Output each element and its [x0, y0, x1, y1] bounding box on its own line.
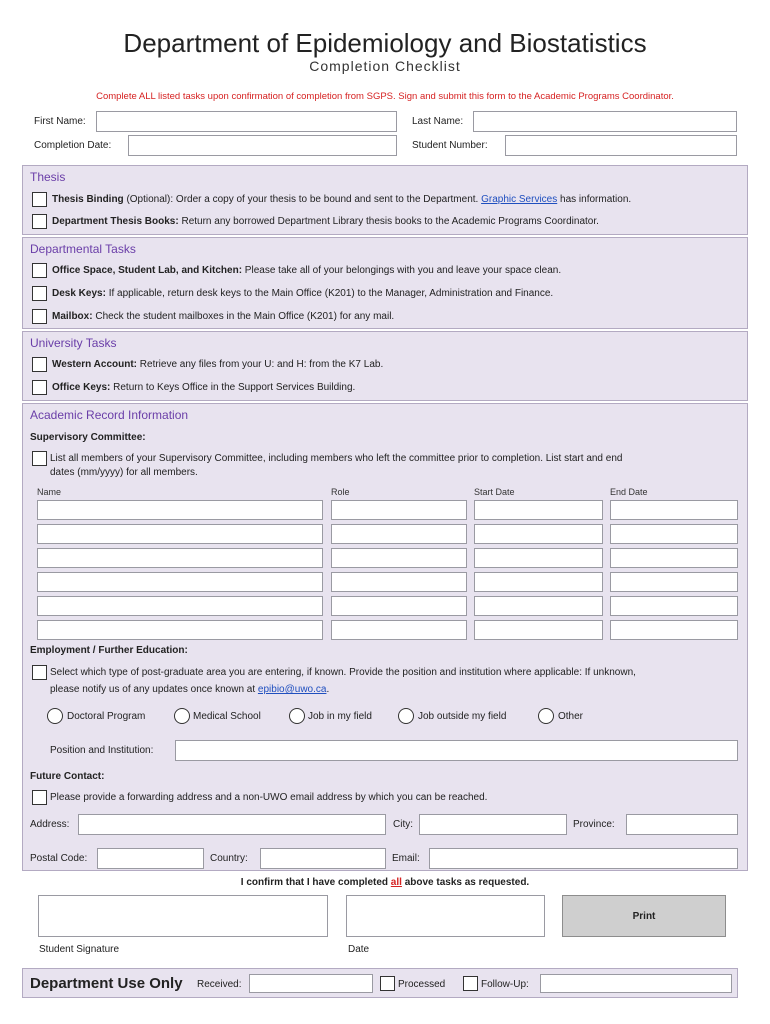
last-name-field[interactable] [473, 111, 737, 132]
employment-text-1: Select which type of post-graduate area you are entering, if known. Provide the position and institution where applicable: If unknown, [50, 667, 636, 678]
radio-other[interactable] [538, 708, 554, 724]
completion-date-label: Completion Date: [34, 140, 112, 151]
thesis-books-text: Department Thesis Books: Return any borrowed Department Library thesis books to the Academic Programs Coordinator. [52, 216, 599, 227]
graphic-services-link[interactable]: Graphic Services [481, 194, 558, 205]
processed-label: Processed [398, 979, 446, 990]
last-name-label: Last Name: [412, 116, 464, 127]
departmental-section-title: Departmental Tasks [30, 242, 136, 256]
committee-start-cell[interactable] [474, 620, 603, 640]
committee-end-cell[interactable] [610, 572, 738, 592]
epibio-email-link[interactable]: epibio@uwo.ca [257, 684, 327, 695]
office-keys-checkbox[interactable] [32, 380, 47, 395]
future-contact-text: Please provide a forwarding address and a non-UWO email address by which you can be reached. [50, 792, 488, 803]
follow-up-field[interactable] [540, 974, 732, 993]
committee-name-cell[interactable] [37, 500, 323, 520]
postal-code-label: Postal Code: [30, 853, 88, 864]
mailbox-text: Mailbox: Check the student mailboxes in the Main Office (K201) for any mail. [52, 311, 395, 322]
western-account-text: Western Account: Retrieve any files from your U: and H: from the K7 Lab. [52, 359, 384, 370]
processed-checkbox[interactable] [380, 976, 395, 991]
radio-job-in-field[interactable] [289, 708, 305, 724]
department-use-title: Department Use Only [30, 975, 183, 992]
office-space-text: Office Space, Student Lab, and Kitchen: Please take all of your belongings with you and leave your space clean. [52, 265, 562, 276]
committee-role-cell[interactable] [331, 620, 467, 640]
postal-code-field[interactable] [97, 848, 204, 869]
student-number-label: Student Number: [412, 140, 488, 151]
committee-start-cell[interactable] [474, 596, 603, 616]
radio-job-outside-field[interactable] [398, 708, 414, 724]
employment-heading: Employment / Further Education: [30, 645, 188, 656]
form-subtitle: Completion Checklist [309, 58, 461, 74]
email-field[interactable] [429, 848, 738, 869]
committee-start-cell[interactable] [474, 572, 603, 592]
committee-end-cell[interactable] [610, 620, 738, 640]
future-contact-checkbox[interactable] [32, 790, 47, 805]
committee-role-cell[interactable] [331, 548, 467, 568]
office-space-checkbox[interactable] [32, 263, 47, 278]
print-button[interactable]: Print [562, 895, 726, 937]
email-label: Email: [392, 853, 420, 864]
desk-keys-checkbox[interactable] [32, 286, 47, 301]
completion-date-field[interactable] [128, 135, 397, 156]
form-title: Department of Epidemiology and Biostatistics [123, 28, 647, 58]
province-label: Province: [573, 819, 615, 830]
office-keys-text: Office Keys: Return to Keys Office in the Support Services Building. [52, 382, 356, 393]
country-field[interactable] [260, 848, 386, 869]
thesis-books-checkbox[interactable] [32, 214, 47, 229]
committee-name-cell[interactable] [37, 596, 323, 616]
follow-up-checkbox[interactable] [463, 976, 478, 991]
received-label: Received: [197, 979, 242, 990]
received-field[interactable] [249, 974, 373, 993]
address-label: Address: [30, 819, 70, 830]
committee-start-cell[interactable] [474, 500, 603, 520]
confirmation-statement: I confirm that I have completed all above tasks as requested. [240, 877, 530, 888]
committee-name-cell[interactable] [37, 572, 323, 592]
committee-end-cell[interactable] [610, 500, 738, 520]
committee-heading: Supervisory Committee: [30, 432, 146, 443]
option-other: Other [558, 711, 584, 722]
first-name-label: First Name: [34, 116, 86, 127]
follow-up-label: Follow-Up: [481, 979, 529, 990]
committee-text-1: List all members of your Supervisory Committee, including members who left the committee prior to completion. List start and end [50, 453, 623, 464]
desk-keys-text: Desk Keys: If applicable, return desk keys to the Main Office (K201) to the Manager, Administration and Finance. [52, 288, 554, 299]
date-label: Date [348, 944, 370, 955]
western-account-checkbox[interactable] [32, 357, 47, 372]
employment-checkbox[interactable] [32, 665, 47, 680]
committee-role-cell[interactable] [331, 524, 467, 544]
future-contact-heading: Future Contact: [30, 771, 105, 782]
thesis-binding-text: Thesis Binding (Optional): Order a copy of your thesis to be bound and sent to the Department. Graphic Services has information. [52, 194, 632, 205]
committee-name-cell[interactable] [37, 548, 323, 568]
student-number-field[interactable] [505, 135, 737, 156]
committee-end-cell[interactable] [610, 548, 738, 568]
committee-end-cell[interactable] [610, 596, 738, 616]
option-job-in-field: Job in my field [308, 711, 372, 722]
thesis-section-title: Thesis [30, 170, 66, 184]
form-instruction: Complete ALL listed tasks upon confirmation of completion from SGPS. Sign and submit this form to the Academic Programs Coordinator. [96, 91, 674, 102]
position-institution-label: Position and Institution: [50, 745, 154, 756]
province-field[interactable] [626, 814, 738, 835]
thesis-binding-checkbox[interactable] [32, 192, 47, 207]
employment-text-2: please notify us of any updates once known at epibio@uwo.ca. [50, 684, 330, 695]
university-section-title: University Tasks [30, 336, 117, 350]
committee-role-cell[interactable] [331, 572, 467, 592]
committee-name-cell[interactable] [37, 524, 323, 544]
student-signature-field[interactable] [38, 895, 328, 937]
date-field[interactable] [346, 895, 545, 937]
radio-doctoral-program[interactable] [47, 708, 63, 724]
city-label: City: [393, 819, 413, 830]
committee-role-cell[interactable] [331, 500, 467, 520]
city-field[interactable] [419, 814, 567, 835]
committee-text-2: dates (mm/yyyy) for all members. [50, 467, 198, 478]
committee-end-cell[interactable] [610, 524, 738, 544]
student-signature-label: Student Signature [39, 944, 120, 955]
committee-start-cell[interactable] [474, 524, 603, 544]
mailbox-checkbox[interactable] [32, 309, 47, 324]
option-job-outside-field: Job outside my field [418, 711, 507, 722]
column-header-end-date: End Date [610, 487, 648, 497]
first-name-field[interactable] [96, 111, 397, 132]
radio-medical-school[interactable] [174, 708, 190, 724]
committee-checkbox[interactable] [32, 451, 47, 466]
column-header-role: Role [331, 487, 350, 497]
column-header-start-date: Start Date [474, 487, 515, 497]
country-label: Country: [210, 853, 248, 864]
address-field[interactable] [78, 814, 386, 835]
option-medical-school: Medical School [193, 711, 261, 722]
committee-name-cell[interactable] [37, 620, 323, 640]
committee-start-cell[interactable] [474, 548, 603, 568]
column-header-name: Name [37, 487, 62, 497]
committee-role-cell[interactable] [331, 596, 467, 616]
position-institution-field[interactable] [175, 740, 738, 761]
option-doctoral-program: Doctoral Program [67, 711, 146, 722]
academic-section-title: Academic Record Information [30, 408, 189, 422]
